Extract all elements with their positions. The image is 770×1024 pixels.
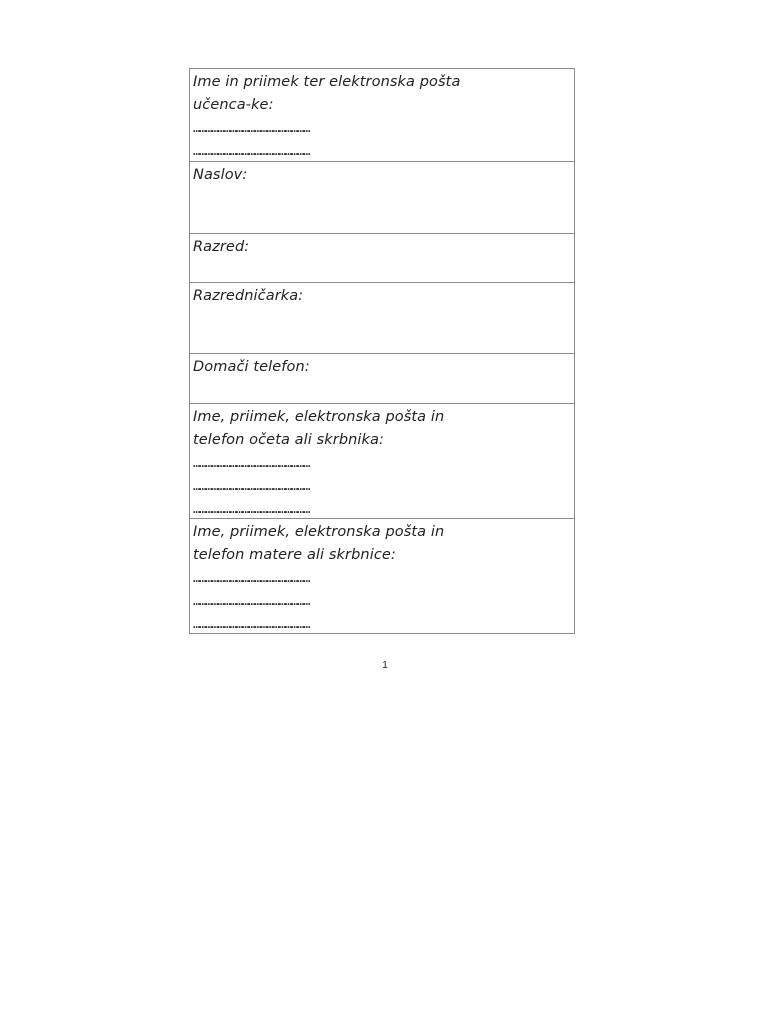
row-address[interactable] — [190, 162, 574, 234]
row-student-name-email — [190, 69, 574, 162]
fill-in-line[interactable]: ………………………………………………… — [193, 571, 310, 585]
row-home-phone[interactable] — [190, 354, 574, 404]
page-number: 1 — [382, 660, 388, 671]
fill-in-line[interactable]: ………………………………………………… — [193, 594, 310, 608]
field-label-mother-guardian: Ime, priimek, elektronska pošta in telefon matere ali skrbnice: — [193, 524, 445, 563]
fill-in-line[interactable]: ………………………………………………… — [193, 502, 310, 516]
field-label-address: Naslov: — [193, 167, 248, 183]
field-label-home-phone: Domači telefon: — [193, 359, 310, 375]
field-label-father-guardian: Ime, priimek, elektronska pošta in telefon očeta ali skrbnika: — [193, 409, 445, 448]
row-class-teacher[interactable] — [190, 283, 574, 354]
student-info-form — [189, 68, 575, 634]
fill-in-line[interactable]: ………………………………………………… — [193, 456, 310, 470]
fill-in-line[interactable]: ………………………………………………… — [193, 121, 310, 135]
field-label-student-name-email: Ime in priimek ter elektronska pošta učenca-ke: — [193, 74, 461, 113]
row-class[interactable] — [190, 234, 574, 283]
fill-in-line[interactable]: ………………………………………………… — [193, 144, 310, 158]
fill-in-line[interactable]: ………………………………………………… — [193, 617, 310, 631]
row-father-guardian — [190, 404, 574, 519]
field-label-class-teacher: Razredničarka: — [193, 288, 304, 304]
field-label-class: Razred: — [193, 239, 250, 255]
fill-in-line[interactable]: ………………………………………………… — [193, 479, 310, 493]
row-mother-guardian — [190, 519, 574, 633]
